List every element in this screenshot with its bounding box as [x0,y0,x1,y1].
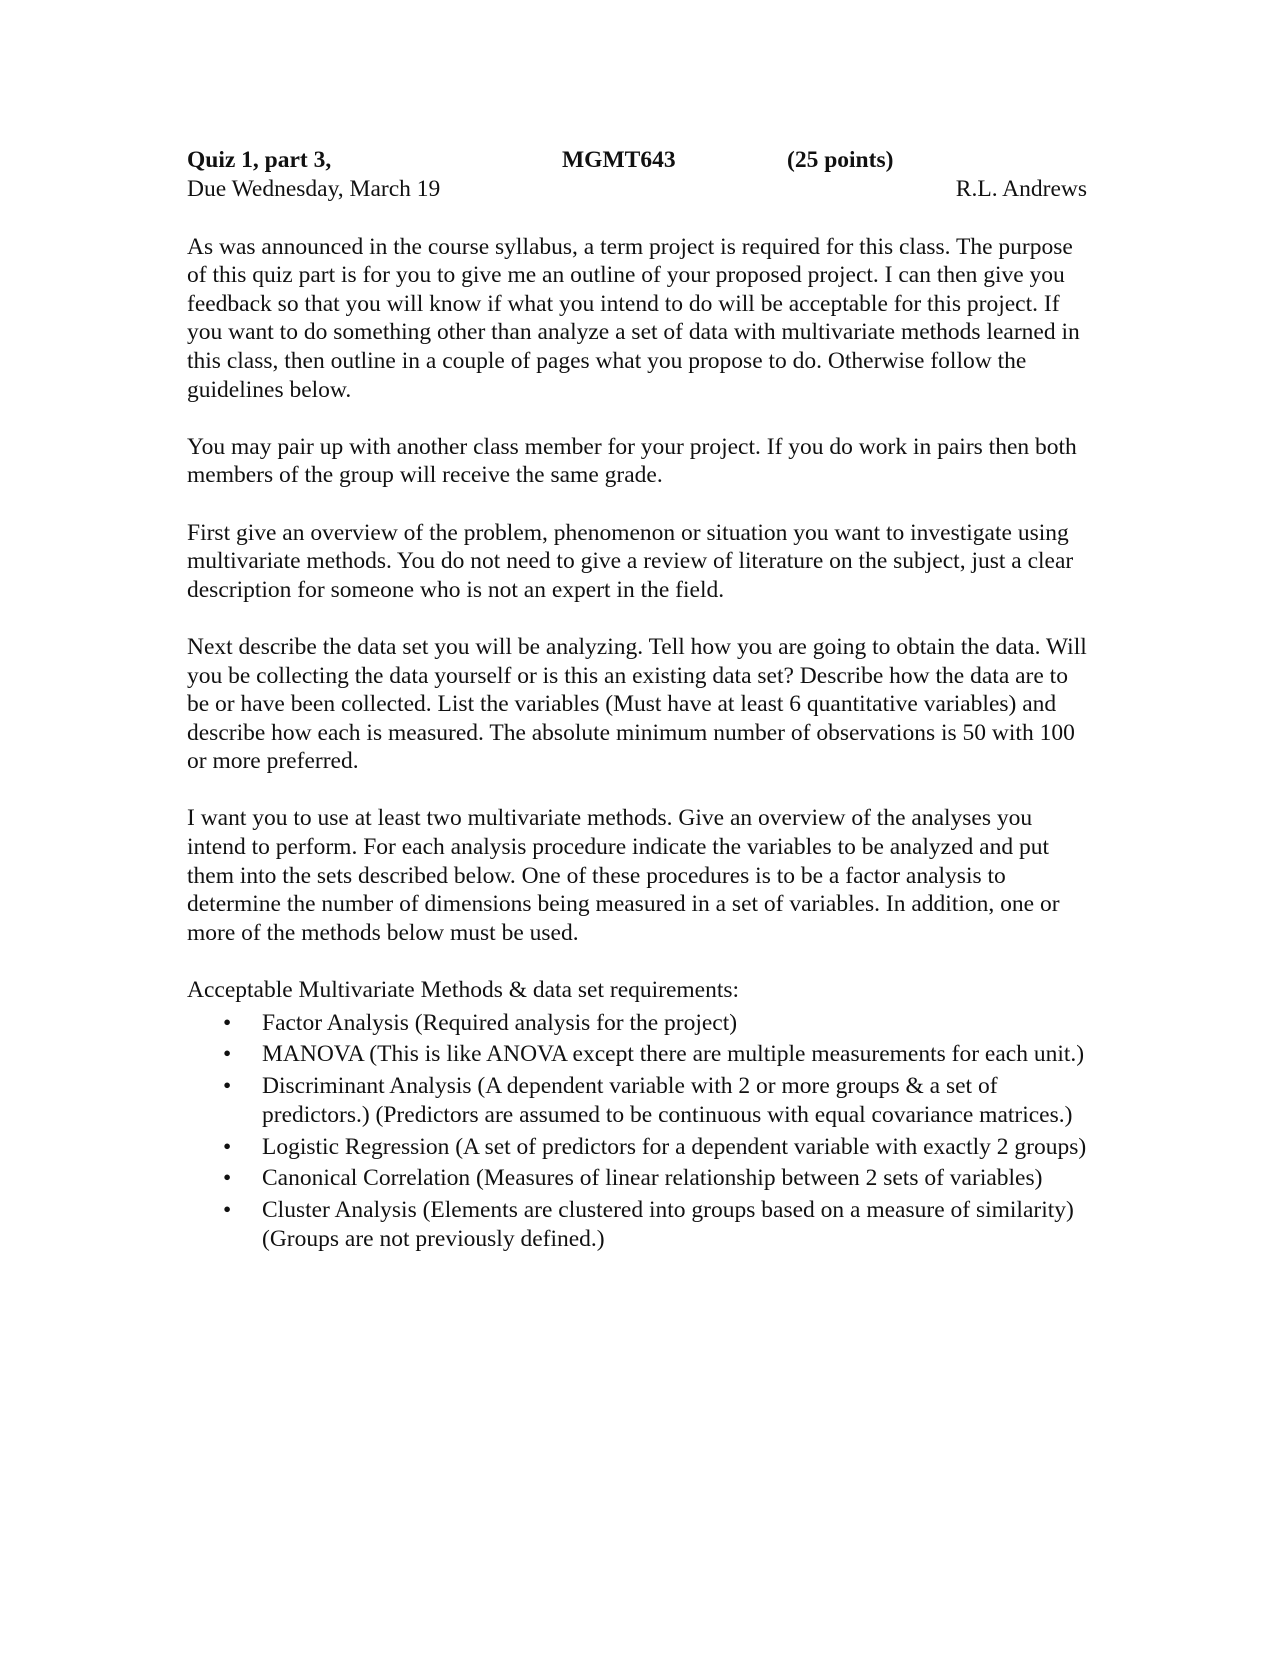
list-item [187,1164,1087,1194]
bullet-icon: • [223,1133,232,1160]
bullet-icon: • [223,1196,232,1223]
course-code: MGMT643 [562,147,676,173]
list-item-text: Discriminant Analysis (A dependent variable with 2 or more groups & a set of predictors.) (Predictors are assumed to be continuous with equal covariance matrices.) [262,1072,1073,1129]
bullet-icon: • [223,1072,232,1099]
list-item [187,1072,1087,1131]
bullet-icon: • [223,1041,232,1068]
paragraph-overview: First give an overview of the problem, phenomenon or situation you want to investigate using multivariate methods. You do not need to give a review of literature on the subject, just a clear description for someone who is not an expert in the field. [187,519,1074,603]
paragraph-intro: As was announced in the course syllabus, a term project is required for this class. The purpose of this quiz part is for you to give me an outline of your proposed project. I can then give you feedback so that you will know if what you intend to do will be acceptable for this project. If you want to do something other than analyze a set of data with multivariate methods learned in this class, then outline in a couple of pages what you propose to do. Otherwise follow the guidelines below. [187,233,1080,403]
list-item-text: Factor Analysis (Required analysis for the project) [262,1009,738,1036]
title-row [187,146,1087,175]
points-label: (25 points) [787,147,894,173]
list-item-text: MANOVA (This is like ANOVA except there are multiple measurements for each unit.) [262,1041,1085,1068]
methods-list [187,1009,1087,1255]
list-item [187,1040,1087,1070]
list-item [187,1196,1087,1255]
document-page [187,146,1087,1257]
list-item [187,1133,1087,1163]
methods-heading: Acceptable Multivariate Methods & data set requirements: [187,977,740,1004]
quiz-title: Quiz 1, part 3, [187,147,332,173]
paragraph-pairs: You may pair up with another class member for your project. If you do work in pairs then both members of the group will receive the same grade. [187,433,1077,489]
list-item-text: Canonical Correlation (Measures of linear relationship between 2 sets of variables) [262,1165,1043,1192]
list-item [187,1009,1087,1039]
list-item-text: Logistic Regression (A set of predictors for a dependent variable with exactly 2 groups) [262,1133,1087,1160]
bullet-icon: • [223,1165,232,1192]
paragraph-data-set: Next describe the data set you will be analyzing. Tell how you are going to obtain the data. Will you be collecting the data yourself or is this an existing data set? Describe how the data are to be or have been collected. List the variables (Must have at least 6 quantitative variables) and describe how each is measured. The absolute minimum number of observations is 50 with 100 or more preferred. [187,633,1087,775]
list-item-text: Cluster Analysis (Elements are clustered into groups based on a measure of similarity) (Groups are not previously defined.) [262,1196,1074,1253]
bullet-icon: • [223,1009,232,1036]
author-name: R.L. Andrews [955,176,1087,202]
paragraph-methods: I want you to use at least two multivariate methods. Give an overview of the analyses you intend to perform. For each analysis procedure indicate the variables to be analyzed and put them into the sets described below. One of these procedures is to be a factor analysis to determine the number of dimensions being measured in a set of variables. In addition, one or more of the methods below must be used. [187,805,1060,946]
due-date: Due Wednesday, March 19 [187,176,441,202]
subtitle-row [187,175,1087,204]
